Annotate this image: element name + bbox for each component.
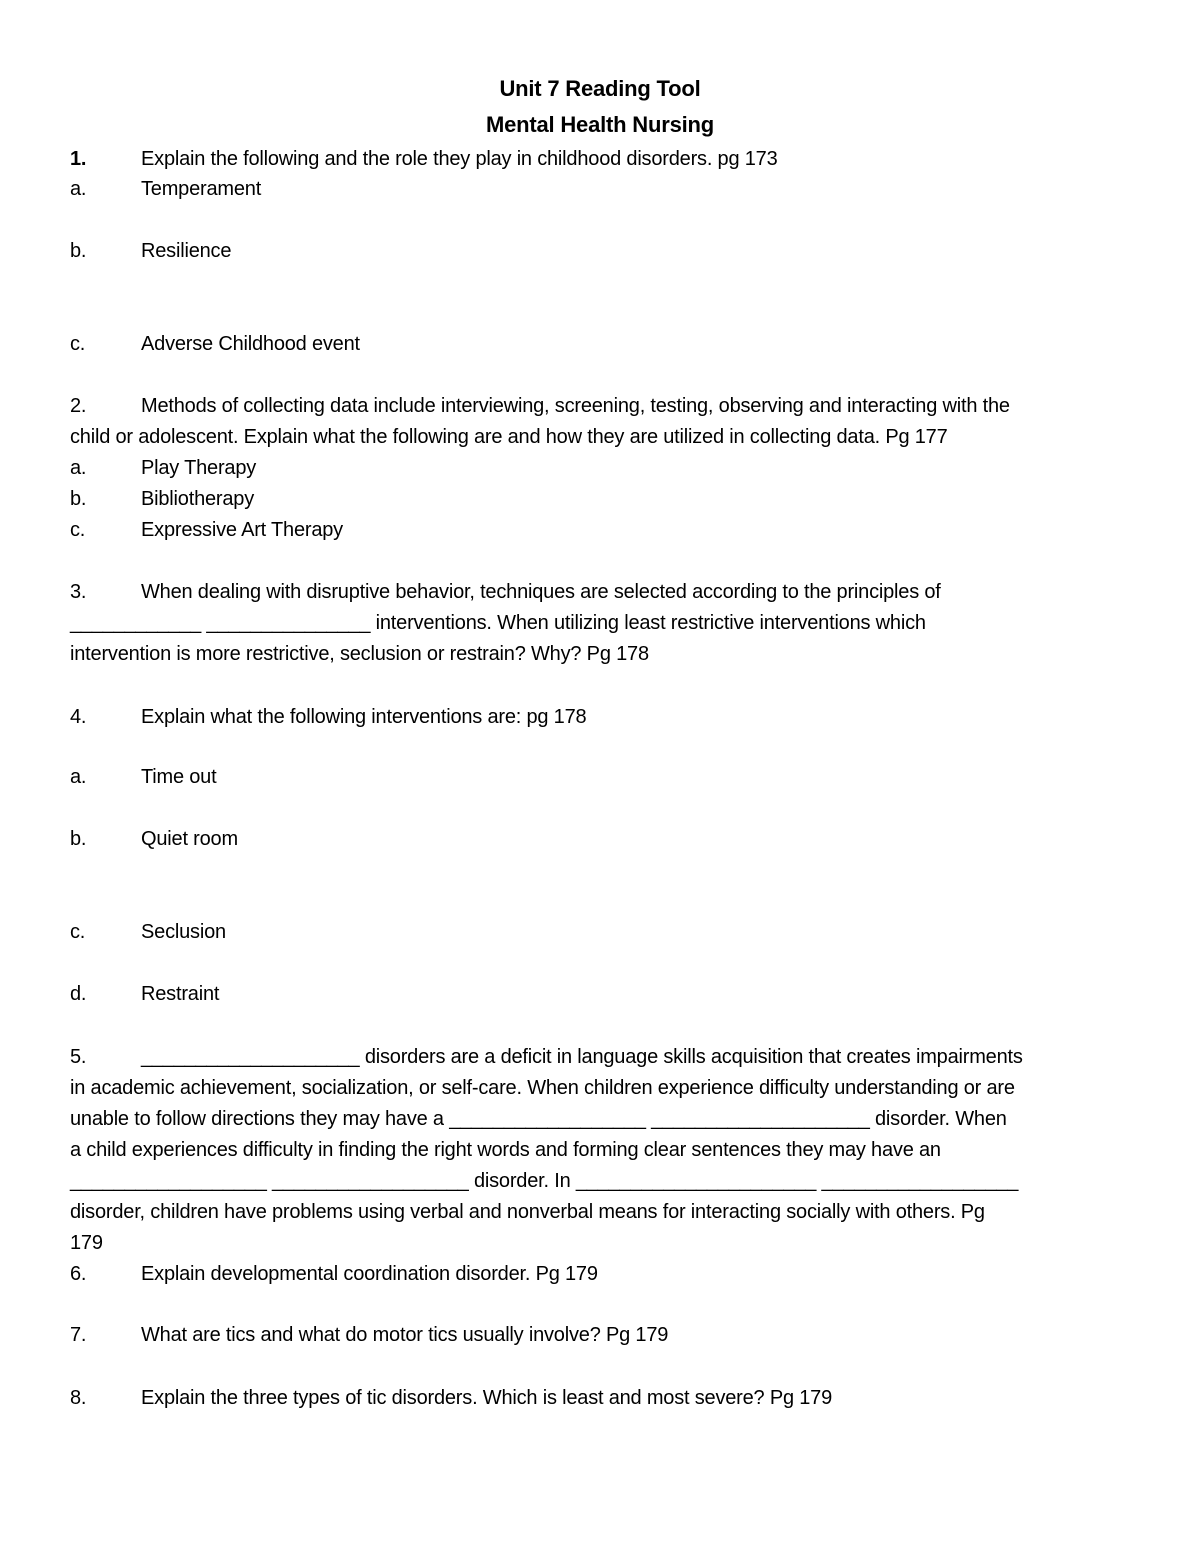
question-text-line: When dealing with disruptive behavior, techniques are selected according to the principles of [141, 581, 941, 603]
item-text: Temperament [141, 178, 262, 200]
item-label: b. [70, 488, 87, 510]
question-number: 5. [70, 1046, 87, 1068]
question-text-line: __________________ __________________ disorder. In ______________________ __________________ [70, 1170, 1019, 1192]
question-text-line: Methods of collecting data include interviewing, screening, testing, observing and interacting with the [141, 395, 1010, 417]
item-text: Quiet room [141, 828, 238, 850]
question-text: Explain developmental coordination disorder. Pg 179 [141, 1263, 598, 1285]
document-title: Unit 7 Reading Tool [499, 76, 701, 101]
item-label: b. [70, 828, 87, 850]
item-text: Play Therapy [141, 457, 257, 479]
question-text-line: disorder, children have problems using verbal and nonverbal means for interacting socially with others. Pg [70, 1201, 985, 1223]
question-text-line: a child experiences difficulty in finding the right words and forming clear sentences they may have an [70, 1139, 941, 1161]
item-label: d. [70, 983, 87, 1005]
item-text: Adverse Childhood event [141, 333, 360, 355]
item-label: c. [70, 921, 86, 943]
question-text: What are tics and what do motor tics usually involve? Pg 179 [141, 1324, 669, 1346]
question-text: Explain the following and the role they play in childhood disorders. pg 173 [141, 148, 778, 170]
item-label: a. [70, 178, 87, 200]
question-number: 1. [70, 148, 87, 170]
item-label: c. [70, 519, 86, 541]
question-number: 3. [70, 581, 87, 603]
question-text-line: ____________________ disorders are a deficit in language skills acquisition that creates impairments [141, 1046, 1023, 1068]
question-number: 2. [70, 395, 87, 417]
question-number: 6. [70, 1263, 87, 1285]
item-text: Resilience [141, 240, 232, 262]
question-number: 7. [70, 1324, 87, 1346]
item-text: Expressive Art Therapy [141, 519, 343, 541]
question-number: 4. [70, 706, 87, 728]
item-label: c. [70, 333, 86, 355]
question-text: Explain what the following interventions are: pg 178 [141, 706, 587, 728]
item-text: Restraint [141, 983, 220, 1005]
question-text-line: unable to follow directions they may have a __________________ ____________________ disorder. When [70, 1108, 1007, 1130]
item-text: Seclusion [141, 921, 226, 943]
item-label: b. [70, 240, 87, 262]
item-text: Bibliotherapy [141, 488, 255, 510]
question-text-line: ____________ _______________ interventions. When utilizing least restrictive interventions which [70, 612, 926, 634]
item-label: a. [70, 766, 87, 788]
question-text-line: in academic achievement, socialization, or self-care. When children experience difficulty understanding or are [70, 1077, 1015, 1099]
question-text: Explain the three types of tic disorders. Which is least and most severe? Pg 179 [141, 1387, 833, 1409]
question-text-line: child or adolescent. Explain what the following are and how they are utilized in collecting data. Pg 177 [70, 426, 948, 448]
question-text-line: intervention is more restrictive, seclusion or restrain? Why? Pg 178 [70, 643, 649, 665]
item-label: a. [70, 457, 87, 479]
question-number: 8. [70, 1387, 87, 1409]
document-subtitle: Mental Health Nursing [485, 112, 715, 137]
question-text-line: 179 [70, 1232, 103, 1254]
item-text: Time out [141, 766, 217, 788]
